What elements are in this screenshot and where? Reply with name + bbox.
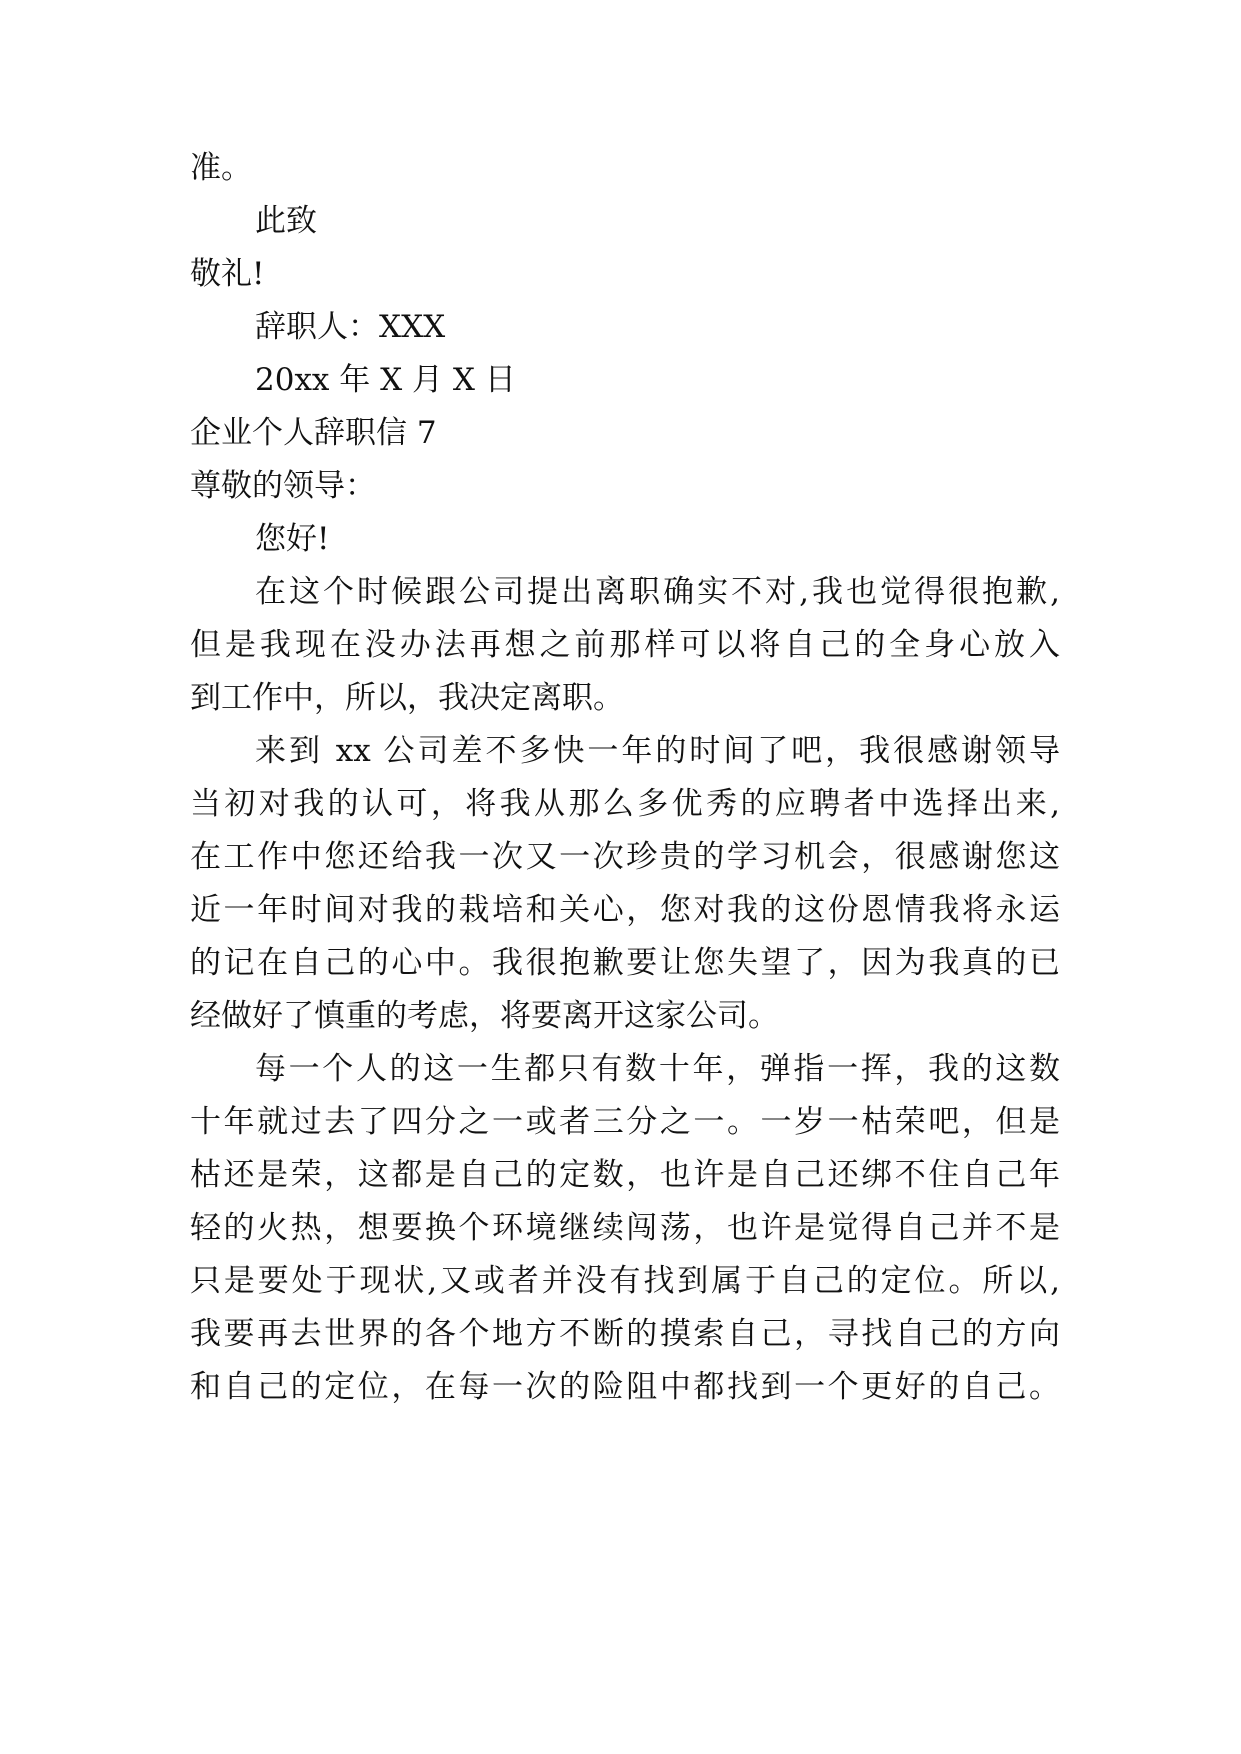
paragraph-line: 和自己的定位，在每一次的险阻中都找到一个更好的自己。 (190, 1369, 1060, 1405)
paragraph-line: 但是我现在没办法再想之前那样可以将自己的全身心放入 (190, 627, 1060, 663)
paragraph-line: 我要再去世界的各个地方不断的摸索自己，寻找自己的方向 (190, 1316, 1060, 1352)
paragraph-line: 的记在自己的心中。我很抱歉要让您失望了，因为我真的已 (190, 945, 1060, 981)
paragraph-line: 只是要处于现状,又或者并没有找到属于自己的定位。所以, (190, 1263, 1060, 1299)
paragraph-line: 近一年时间对我的栽培和关心，您对我的这份恩情我将永运 (190, 892, 1060, 928)
closing-phrase: 此致 (255, 203, 317, 239)
salutation: 尊敬的领导： (190, 468, 376, 504)
previous-letter-ending: 准。 (190, 150, 252, 186)
paragraph-line: 每一个人的这一生都只有数十年，弹指一挥，我的这数 (255, 1051, 1060, 1087)
paragraph-line: 到工作中，所以，我决定离职。 (190, 680, 624, 716)
paragraph-line: 来到 xx 公司差不多快一年的时间了吧，我很感谢领导 (255, 733, 1060, 769)
paragraph-line: 经做好了慎重的考虑，将要离开这家公司。 (190, 998, 779, 1034)
letter-title: 企业个人辞职信 7 (190, 415, 437, 451)
paragraph-line: 十年就过去了四分之一或者三分之一。一岁一枯荣吧，但是 (190, 1104, 1060, 1140)
paragraph-line: 在工作中您还给我一次又一次珍贵的学习机会，很感谢您这 (190, 839, 1060, 875)
paragraph-line: 在这个时候跟公司提出离职确实不对,我也觉得很抱歉, (255, 574, 1060, 610)
date-line: 20xx 年 X 月 X 日 (255, 362, 516, 398)
signature-line: 辞职人：XXX (255, 309, 446, 345)
paragraph-line: 轻的火热，想要换个环境继续闯荡，也许是觉得自己并不是 (190, 1210, 1060, 1246)
closing-salute: 敬礼! (190, 256, 265, 292)
greeting: 您好! (255, 521, 330, 557)
paragraph-line: 当初对我的认可，将我从那么多优秀的应聘者中选择出来, (190, 786, 1060, 822)
paragraph-line: 枯还是荣，这都是自己的定数，也许是自己还绑不住自己年 (190, 1157, 1060, 1193)
